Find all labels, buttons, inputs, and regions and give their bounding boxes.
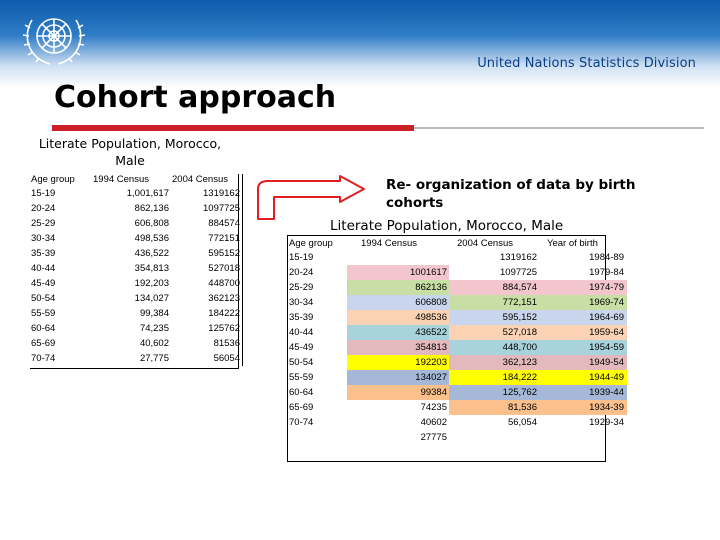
table-cell: 448,700 bbox=[449, 340, 539, 355]
table-row bbox=[31, 291, 243, 306]
table-cell: 362,123 bbox=[449, 355, 539, 370]
table-cell: 60-64 bbox=[289, 387, 314, 398]
table-cell: 99,384 bbox=[139, 308, 169, 319]
table-row bbox=[287, 340, 627, 355]
table-cell: 772,151 bbox=[449, 295, 539, 310]
table-cell: 134027 bbox=[347, 370, 449, 385]
table-cell: 15-19 bbox=[31, 188, 56, 199]
table-cell: 527018 bbox=[169, 261, 243, 276]
table-cell: 55-59 bbox=[31, 308, 56, 319]
table-cell: 56054 bbox=[169, 351, 243, 366]
table-row bbox=[31, 201, 243, 216]
table-row bbox=[287, 400, 627, 415]
column-header: Age group bbox=[31, 174, 75, 185]
table-cell bbox=[347, 250, 449, 265]
table-cell: 25-29 bbox=[31, 218, 56, 229]
table-cell: 1974-79 bbox=[539, 280, 627, 295]
title-accent-bar bbox=[52, 125, 414, 131]
column-header: 2004 Census bbox=[457, 238, 513, 249]
table-cell: 1979-84 bbox=[589, 267, 624, 278]
table-cell: 498,536 bbox=[134, 233, 169, 244]
table-cell: 354813 bbox=[347, 340, 449, 355]
table-row bbox=[31, 306, 243, 321]
table-cell: 354,813 bbox=[134, 263, 169, 274]
table-cell: 1969-74 bbox=[539, 295, 627, 310]
title-divider bbox=[414, 127, 704, 129]
table-cell: 65-69 bbox=[289, 402, 314, 413]
column-header: 1994 Census bbox=[93, 174, 149, 185]
table-cell: 1097725 bbox=[449, 265, 539, 280]
column-header: 2004 Census bbox=[169, 174, 243, 186]
table-cell: 862,136 bbox=[134, 203, 169, 214]
table-cell: 50-54 bbox=[289, 357, 314, 368]
table-cell: 40602 bbox=[420, 417, 447, 428]
table-cell: 862136 bbox=[347, 280, 449, 295]
table-cell: 40-44 bbox=[31, 263, 56, 274]
table-row bbox=[287, 370, 627, 385]
table-row bbox=[31, 246, 243, 261]
table-cell: 65-69 bbox=[31, 338, 56, 349]
table-cell: 20-24 bbox=[31, 203, 56, 214]
table-cell: 184222 bbox=[169, 306, 243, 321]
table-row bbox=[287, 385, 627, 400]
table-row bbox=[31, 336, 243, 351]
table-cell: 125762 bbox=[169, 321, 243, 336]
table-row bbox=[31, 261, 243, 276]
table-cell: 27775 bbox=[420, 432, 447, 443]
table-row bbox=[31, 186, 243, 201]
table-cell: 30-34 bbox=[289, 297, 314, 308]
table-row bbox=[31, 216, 243, 231]
table-cell: 192203 bbox=[347, 355, 449, 370]
right-table-title: Literate Population, Morocco, Male bbox=[330, 218, 564, 234]
table-row bbox=[287, 310, 627, 325]
table-cell: 192,203 bbox=[134, 278, 169, 289]
table-cell: 81,536 bbox=[449, 400, 539, 415]
table-row bbox=[287, 355, 627, 370]
table-cell: 1934-39 bbox=[539, 400, 627, 415]
table-row bbox=[287, 430, 627, 445]
table-header-row bbox=[287, 238, 627, 250]
table-cell bbox=[287, 430, 347, 445]
table-cell: 1097725 bbox=[169, 201, 243, 216]
table-cell: 1929-34 bbox=[589, 417, 624, 428]
table-row bbox=[287, 415, 627, 430]
column-header: Year of birth bbox=[547, 238, 598, 249]
table-cell: 45-49 bbox=[289, 342, 314, 353]
table-cell bbox=[539, 430, 627, 445]
table-row bbox=[31, 231, 243, 246]
table-cell: 70-74 bbox=[289, 417, 314, 428]
table-cell: 1949-54 bbox=[539, 355, 627, 370]
table-row bbox=[31, 276, 243, 291]
table-cell: 1,001,617 bbox=[126, 188, 169, 199]
table-cell: 498536 bbox=[347, 310, 449, 325]
table-row bbox=[287, 265, 627, 280]
table-cell: 74235 bbox=[420, 402, 447, 413]
table-cell: 30-34 bbox=[31, 233, 56, 244]
table-row bbox=[31, 351, 243, 366]
table-cell: 35-39 bbox=[289, 312, 314, 323]
table-cell: 1954-59 bbox=[539, 340, 627, 355]
table-row bbox=[287, 325, 627, 340]
table-header-row bbox=[31, 174, 243, 186]
table-cell: 1001617 bbox=[347, 265, 449, 280]
table-row bbox=[287, 295, 627, 310]
table-cell: 15-19 bbox=[289, 252, 314, 263]
reorganization-heading: Re- organization of data by birth cohorts bbox=[386, 177, 636, 211]
table-cell: 1984-89 bbox=[589, 252, 624, 263]
table-cell: 606808 bbox=[347, 295, 449, 310]
table-cell: 436,522 bbox=[134, 248, 169, 259]
table-cell: 884,574 bbox=[449, 280, 539, 295]
table-cell: 50-54 bbox=[31, 293, 56, 304]
organization-name: United Nations Statistics Division bbox=[477, 56, 696, 71]
column-header: Age group bbox=[289, 238, 333, 249]
table-cell: 448700 bbox=[169, 276, 243, 291]
table-cell: 1959-64 bbox=[539, 325, 627, 340]
table-cell: 1944-49 bbox=[539, 370, 627, 385]
table-cell: 436522 bbox=[347, 325, 449, 340]
table-cell: 595,152 bbox=[449, 310, 539, 325]
table-cell: 70-74 bbox=[31, 353, 56, 364]
table-cell: 20-24 bbox=[289, 267, 314, 278]
left-table-title: Literate Population, Morocco, Male bbox=[38, 136, 222, 168]
table-row bbox=[287, 280, 627, 295]
table-cell: 74,235 bbox=[139, 323, 169, 334]
table-cell: 1939-44 bbox=[539, 385, 627, 400]
header-banner bbox=[0, 0, 720, 88]
table-cell: 27,775 bbox=[139, 353, 169, 364]
column-header: 1994 Census bbox=[361, 238, 417, 249]
right-data-table bbox=[287, 238, 627, 445]
table-cell: 1964-69 bbox=[539, 310, 627, 325]
table-cell: 772151 bbox=[169, 231, 243, 246]
table-cell: 134,027 bbox=[134, 293, 169, 304]
table-cell: 40-44 bbox=[289, 327, 314, 338]
table-cell: 1319162 bbox=[500, 252, 537, 263]
table-cell: 56,054 bbox=[507, 417, 537, 428]
table-cell: 55-59 bbox=[289, 372, 314, 383]
table-cell: 527,018 bbox=[449, 325, 539, 340]
table-cell: 125,762 bbox=[449, 385, 539, 400]
table-cell: 40,602 bbox=[139, 338, 169, 349]
table-cell: 35-39 bbox=[31, 248, 56, 259]
table-cell bbox=[449, 430, 539, 445]
table-cell: 184,222 bbox=[449, 370, 539, 385]
table-row bbox=[31, 321, 243, 336]
table-cell: 60-64 bbox=[31, 323, 56, 334]
table-cell: 884574 bbox=[169, 216, 243, 231]
un-emblem-icon bbox=[14, 6, 94, 72]
table-cell: 595152 bbox=[169, 246, 243, 261]
left-data-table bbox=[31, 174, 243, 366]
table-cell: 362123 bbox=[169, 291, 243, 306]
table-cell: 81536 bbox=[169, 336, 243, 351]
page-title: Cohort approach bbox=[54, 80, 337, 115]
table-cell: 1319162 bbox=[169, 186, 243, 201]
table-row bbox=[287, 250, 627, 265]
table-cell: 45-49 bbox=[31, 278, 56, 289]
table-cell: 25-29 bbox=[289, 282, 314, 293]
table-cell: 606,808 bbox=[134, 218, 169, 229]
table-cell: 99384 bbox=[347, 385, 449, 400]
